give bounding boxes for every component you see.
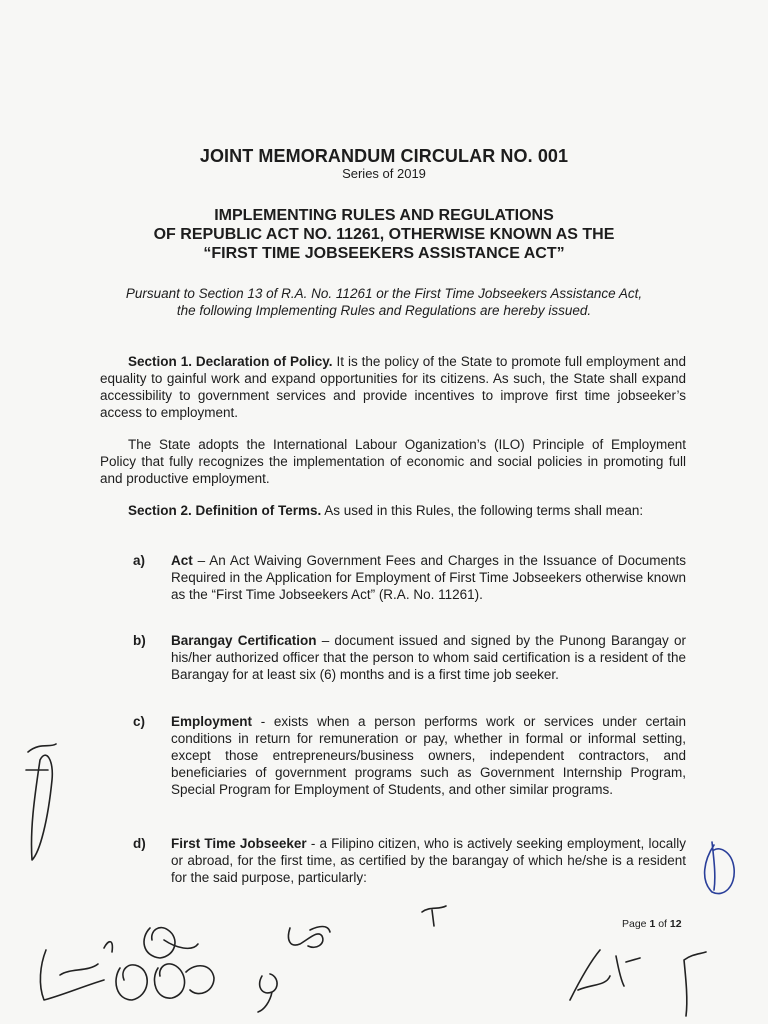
preamble-line: the following Implementing Rules and Regulations are hereby issued.: [176, 303, 592, 318]
section-1-paragraph-2: The State adopts the International Labour Oganization’s (ILO) Principle of Employment Policy that fully recognizes the implementation of economic and social policies in promoting full and productive employment.: [100, 437, 686, 486]
signature-7: [684, 952, 706, 1016]
definition-label: c): [133, 714, 146, 729]
signature-4: [288, 927, 330, 948]
definition-text: – An Act Waiving Government Fees and Charges in the Issuance of Documents Required in the Application for Employment of First Time Jobseekers otherwise known as the “First Time Jobseekers Act” (R.A. No. 11261).: [171, 553, 686, 602]
definition-term: Barangay Certification: [171, 633, 317, 648]
section-2-text: As used in this Rules, the following terms shall mean:: [321, 503, 644, 518]
section-2-heading: Section 2. Definition of Terms.: [128, 503, 322, 518]
subtitle-line: IMPLEMENTING RULES AND REGULATIONS: [214, 207, 554, 224]
definition-term: Employment: [171, 714, 253, 729]
signature-5: [258, 974, 277, 1012]
definition-label: a): [133, 553, 146, 568]
definition-text: - a Filipino citizen, who is actively seeking employment, locally or abroad, for the first time, as certified by the barangay of which he/she is a resident for the said purpose, particularly:: [171, 836, 686, 885]
definition-text: - exists when a person performs work or services under certain conditions in return for remuneration or pay, whether in formal or informal setting, except those entrepreneurs/business owners, independent contractors, and beneficiaries of government programs such as Government Internship Program, Special Program for Employment of Students, and other similar programs.: [171, 714, 686, 797]
page-number: Page 1 of 12: [622, 918, 682, 930]
document-series: Series of 2019: [342, 166, 426, 181]
margin-initial-right: [705, 842, 735, 894]
definition-term: Act: [171, 553, 193, 568]
section-1-heading: Section 1. Declaration of Policy.: [128, 354, 333, 369]
section-1-text: It is the policy of the State to promote full employment and equality to gainful work and expand opportunities for its citizens. As such, the State shall expand accessibility to government services and provide incentives to improve first time jobseeker’s access to employment.: [100, 354, 686, 420]
document-title: JOINT MEMORANDUM CIRCULAR NO. 001: [199, 146, 569, 166]
definition-text: – document issued and signed by the Punong Barangay or his/her authorized officer that the person to whom said certification is a resident of the Barangay for at least six (6) months and is a first time job seeker.: [171, 633, 686, 682]
signature-3: [116, 964, 214, 1000]
subtitle-line: OF REPUBLIC ACT NO. 11261, OTHERWISE KNOWN AS THE: [153, 226, 615, 243]
signature-2: [144, 928, 198, 958]
mark-top-tilde: [422, 906, 446, 926]
page-total: 12: [669, 918, 682, 930]
margin-initial-left: [26, 744, 56, 860]
page-current: 1: [649, 918, 656, 930]
definition-label: d): [133, 836, 146, 851]
definition-term: First Time Jobseeker: [171, 836, 307, 851]
signature-1: [40, 942, 112, 1000]
preamble-line: Pursuant to Section 13 of R.A. No. 11261 or the First Time Jobseekers Assistance Act,: [125, 286, 643, 301]
definition-label: b): [133, 633, 146, 648]
subtitle-line: “FIRST TIME JOBSEEKERS ASSISTANCE ACT”: [203, 245, 565, 262]
signature-6: [570, 950, 640, 1000]
